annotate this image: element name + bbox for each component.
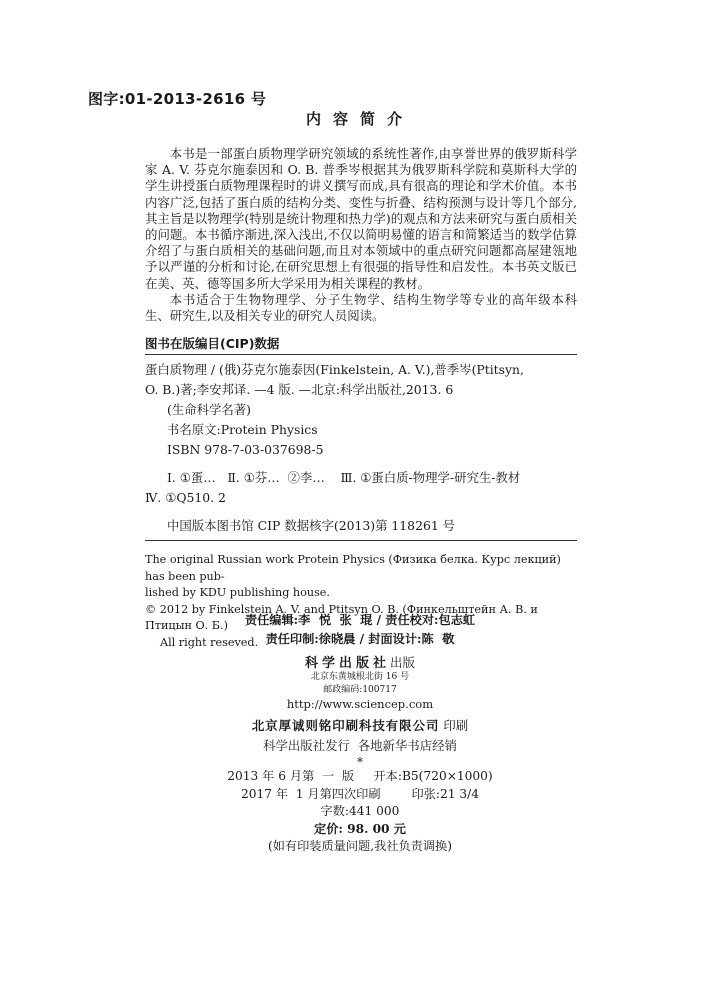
edition-line: 2013 年 6 月第 一 版 开本:B5(720×1000) — [227, 769, 493, 783]
copyright-line-1: The original Russian work Protein Physics (Физика белка. Курс лекций) has been pub- — [145, 553, 561, 583]
publisher-address: 北京东黄城根北街 16 号 — [310, 672, 410, 682]
distribution-line: 科学出版社发行 各地新华书店经销 — [263, 738, 457, 753]
cip-original-title: 书名原文:Protein Physics — [167, 422, 318, 437]
word-count: 字数:441 000 — [320, 804, 400, 818]
credits-production: 责任印制:徐晓晨 / 封面设计:陈 敬 — [265, 632, 455, 646]
cip-library-number: 中国版本图书馆 CIP 数据核字(2013)第 118261 号 — [167, 518, 456, 533]
printing-line: 2017 年 1 月第四次印刷 印张:21 3/4 — [240, 786, 480, 801]
divider-star: * — [357, 755, 363, 769]
section-divider — [145, 540, 577, 541]
cip-author-line: O. B.)著;李安邦译. —4 版. —北京:科学出版社,2013. 6 — [145, 382, 454, 397]
publisher-postcode: 邮政编码:100717 — [323, 685, 397, 695]
publisher-block — [0, 652, 720, 712]
copyright-line-4: All right reseved. — [160, 635, 259, 649]
cip-heading: 图书在版编目(CIP)数据 — [145, 336, 280, 351]
book-specs — [0, 768, 720, 856]
quality-note: (如有印装质量问题,我社负责调换) — [267, 839, 452, 853]
price: 定价: 98. 00 元 — [314, 821, 406, 836]
printer-suffix: 印刷 — [443, 718, 469, 733]
cip-divider — [145, 354, 577, 355]
copyright-line-2: lished by KDU publishing house. — [145, 586, 330, 599]
publisher-website: http://www.sciencep.com — [286, 697, 434, 711]
publisher-suffix: 出版 — [390, 655, 416, 670]
copyright-line-3: © 2012 by Finkelstein A. V. and Ptitsyn O. B. (Финкельштейн А. В. и Птицын О. Б.) — [145, 602, 538, 632]
credits-editors: 责任编辑:李 悦 张 琨 / 责任校对:包志虹 — [244, 613, 476, 627]
abstract-paragraph-2: 本书适合于生物物理学、分子生物学、结构生物学等专业的高年级本科生、研究生,以及相关专业的研究人员阅读。 — [145, 291, 577, 324]
printer-name: 北京厚诚则铭印刷科技有限公司 — [251, 718, 440, 733]
publisher-name: 科学出版社 — [304, 656, 390, 671]
cip-isbn: ISBN 978-7-03-037698-5 — [167, 442, 324, 457]
abstract-paragraph-1: 本书是一部蛋白质物理学研究领域的系统性著作,由享誉世界的俄罗斯科学家 A. V. 芬克尔施泰因和 O. B. 普季岑根据其为俄罗斯科学院和莫斯科大学的学生讲授蛋白质物理课程时的讲义撰写而成,具有很高的理论和学术价值。本书内容广泛,包括了蛋白质的结构分类、变性与折叠、结构预测与设计等几个部分,其主旨是以物理学(特别是统计物理和热力学)的观点和方法来研究与蛋白质相关的问题。本书循序渐进,深入浅出,不仅以简明易懂的语言和简繁适当的数学估算介绍了与蛋白质相关的基础问题,而且对本领域中的重点研究问题都高屋建瓴地予以严谨的分析和讨论,在研究思想上有很强的指导性和启发性。本书英文版已在美、英、德等国多所大学采用为相关课程的教材。 — [145, 146, 577, 291]
cip-title-line: 蛋白质物理 / (俄)芬克尔施泰因(Finkelstein, A. V.),普季岑(Ptitsyn, — [145, 362, 524, 377]
cip-classification-2: Ⅳ. ①Q510. 2 — [145, 490, 226, 505]
printer-block — [0, 716, 720, 756]
cip-classification: Ⅰ. ①蛋… Ⅱ. ①芬… ②李… Ⅲ. ①蛋白质-物理学-研究生-教材 — [167, 470, 521, 485]
cip-record — [145, 360, 577, 536]
abstract — [145, 146, 577, 324]
editorial-credits — [0, 611, 720, 649]
cip-series-line: (生命科学名著) — [167, 402, 252, 417]
page-title: 内容简介 — [305, 110, 414, 128]
registration-number: 图字:01-2013-2616 号 — [88, 90, 267, 108]
